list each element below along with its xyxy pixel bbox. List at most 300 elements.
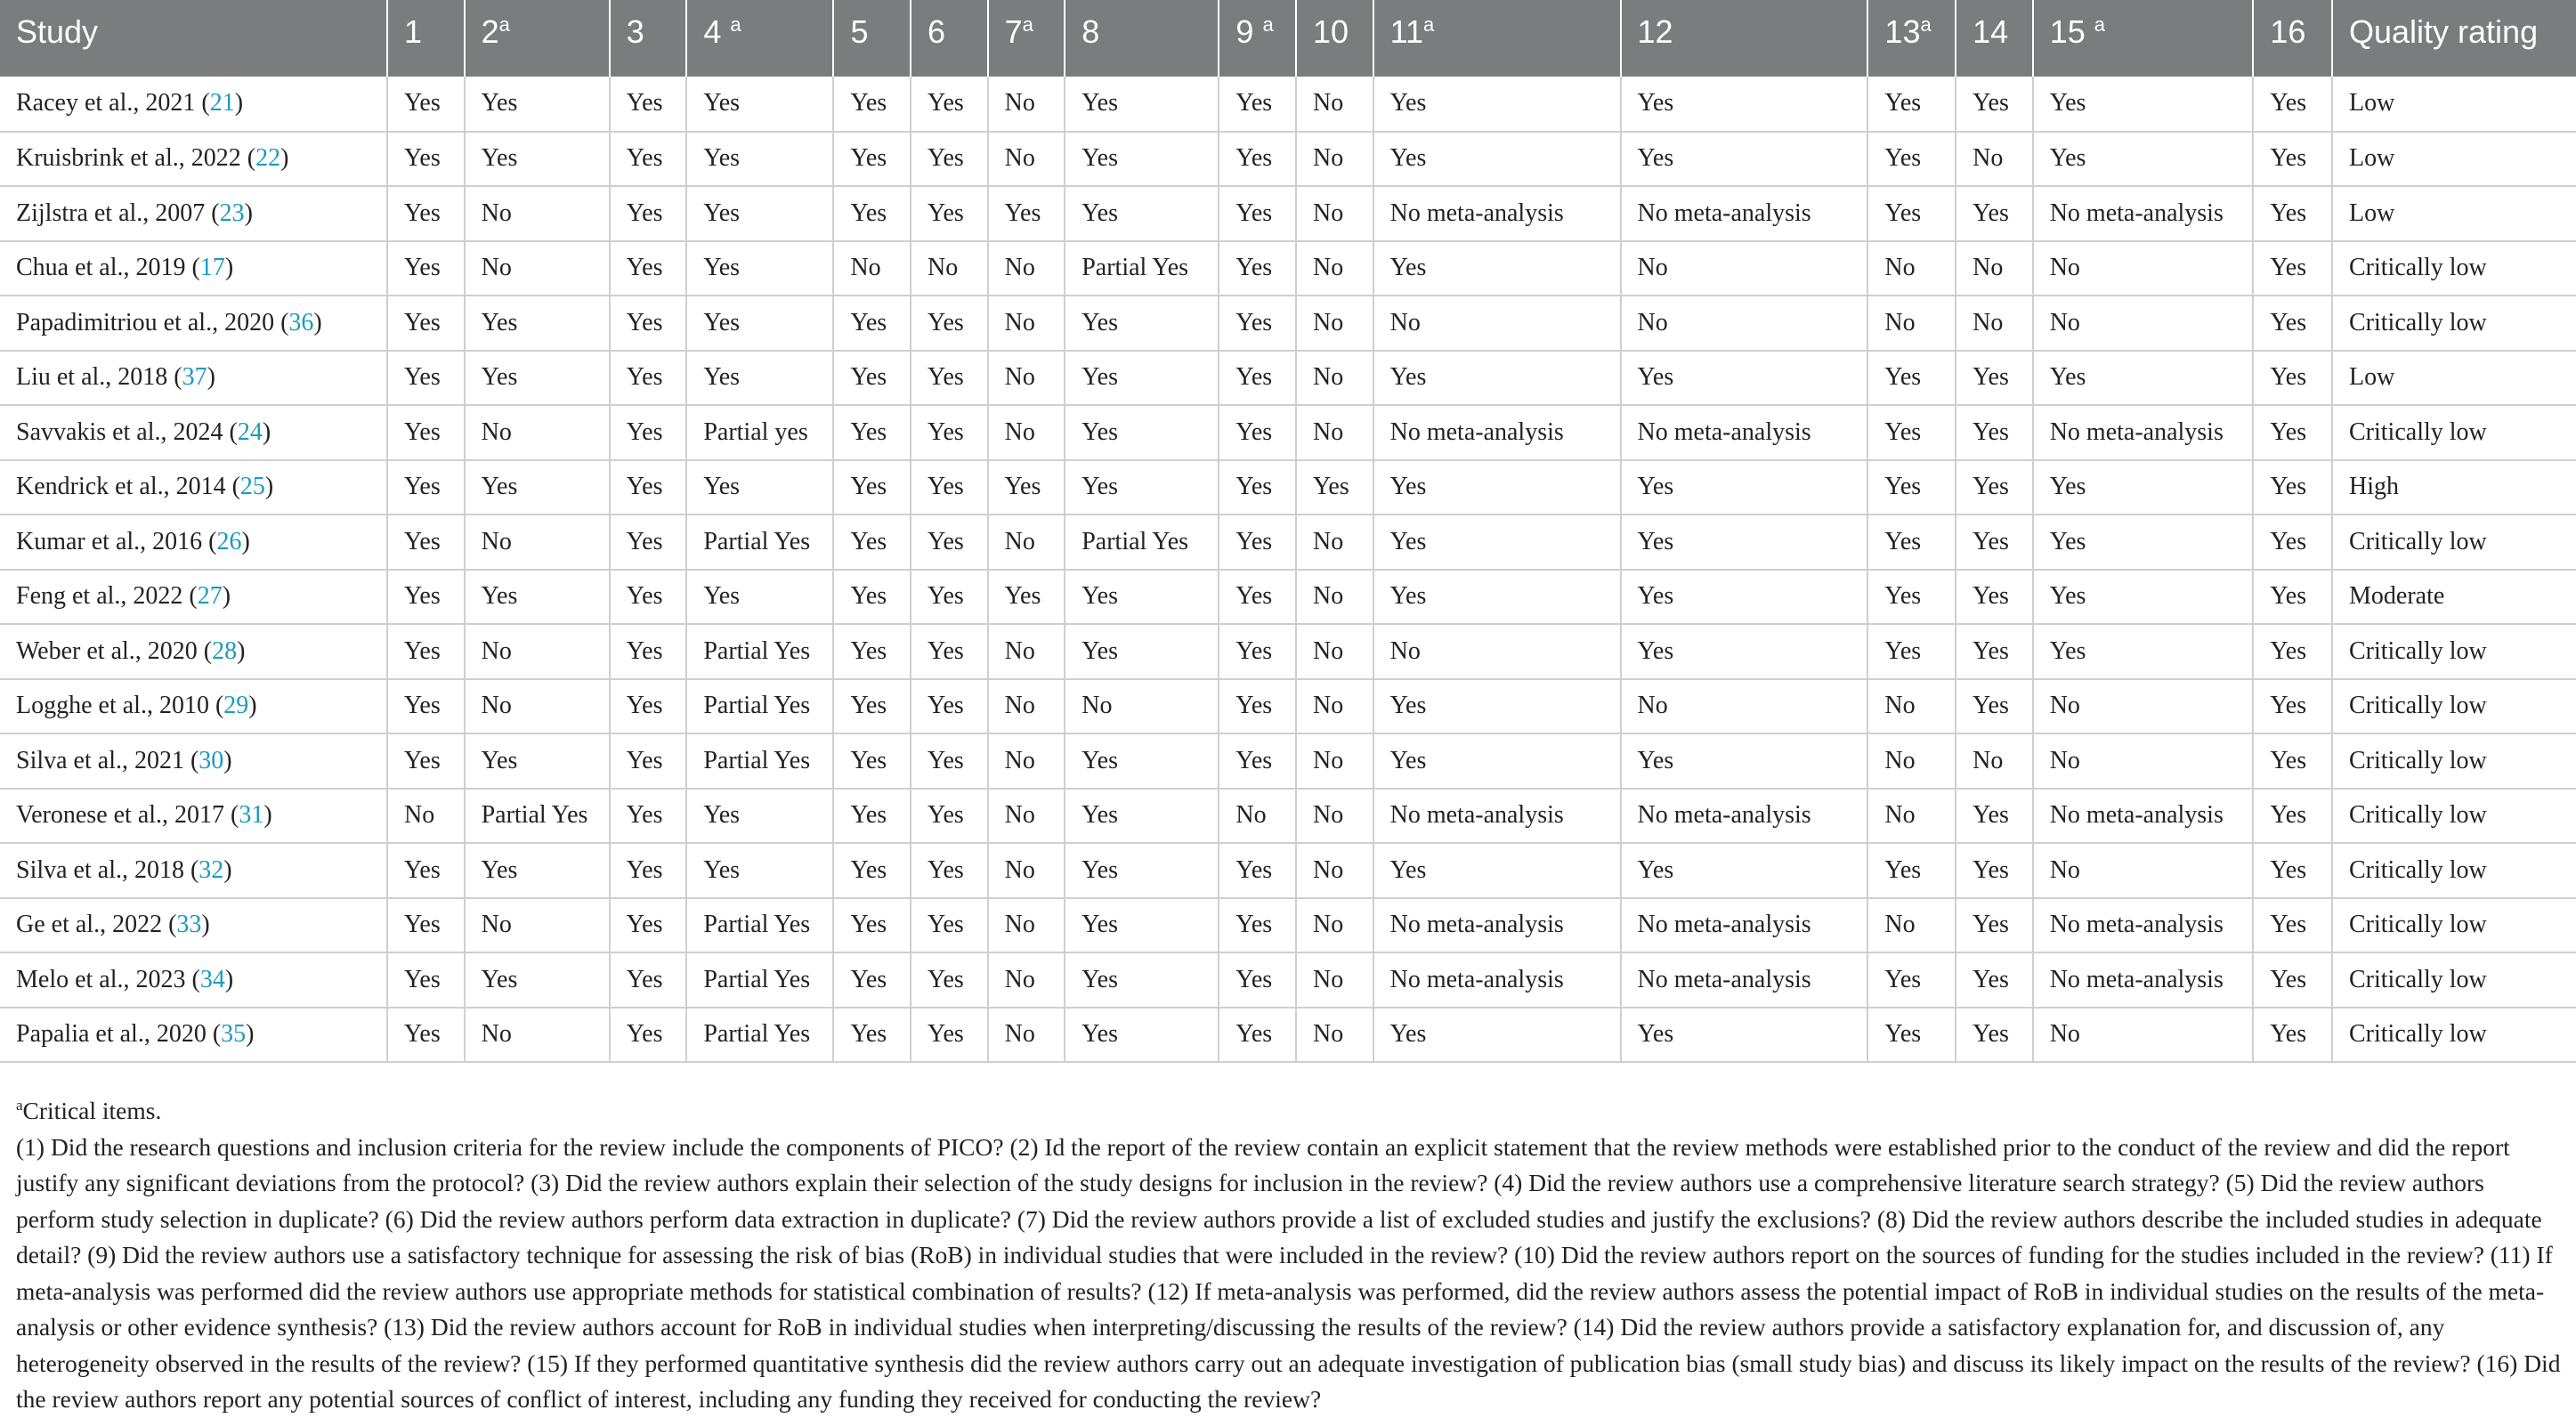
- item-16-cell: Yes: [2253, 1008, 2332, 1063]
- item-9-cell: Yes: [1219, 570, 1296, 625]
- study-cell: [0, 77, 387, 132]
- item-1-cell: No: [387, 789, 465, 844]
- closing-paren: ): [248, 692, 257, 720]
- item-4-cell: Yes: [686, 132, 833, 187]
- item-5-cell: Yes: [833, 843, 911, 898]
- reference-link[interactable]: 36: [288, 308, 314, 336]
- table-footnotes: [0, 1093, 2564, 1418]
- item-8-cell: Yes: [1065, 405, 1219, 460]
- item-2-cell: Yes: [465, 296, 610, 351]
- item-13-cell: Yes: [1867, 405, 1956, 460]
- item-12-cell: No: [1621, 296, 1868, 351]
- table-row: [0, 789, 2576, 844]
- item-4-cell: Yes: [686, 570, 833, 625]
- study-name: Zijlstra et al., 2007 (: [16, 199, 220, 227]
- column-header-16: [2253, 0, 2332, 77]
- item-5-cell: No: [833, 241, 911, 296]
- item-9-cell: Yes: [1219, 843, 1296, 898]
- item-15-cell: No: [2033, 679, 2254, 734]
- study-cell: [0, 570, 387, 625]
- item-11-cell: No: [1373, 296, 1621, 351]
- item-9-cell: Yes: [1219, 624, 1296, 679]
- item-9-cell: Yes: [1219, 405, 1296, 460]
- item-6-cell: Yes: [911, 460, 988, 515]
- column-header-label: 8: [1081, 13, 1100, 50]
- item-10-cell: No: [1296, 405, 1373, 460]
- item-1-cell: Yes: [387, 898, 465, 953]
- item-9-cell: Yes: [1219, 132, 1296, 187]
- item-7-cell: No: [988, 515, 1065, 570]
- column-header-14: [1956, 0, 2033, 77]
- item-5-cell: Yes: [833, 186, 911, 241]
- closing-paren: ): [246, 1020, 255, 1049]
- item-5-cell: Yes: [833, 952, 911, 1008]
- item-8-cell: Yes: [1065, 843, 1219, 898]
- column-header-2: [465, 0, 610, 77]
- item-6-cell: Yes: [911, 789, 988, 844]
- item-5-cell: Yes: [833, 789, 911, 844]
- reference-link[interactable]: 33: [176, 911, 202, 939]
- study-name: Silva et al., 2021 (: [16, 746, 199, 774]
- item-15-cell: No meta-analysis: [2033, 789, 2254, 844]
- item-4-cell: Yes: [686, 843, 833, 898]
- item-16-cell: Yes: [2253, 624, 2332, 679]
- item-2-cell: Yes: [465, 843, 610, 898]
- item-11-cell: Yes: [1373, 570, 1621, 625]
- item-1-cell: Yes: [387, 186, 465, 241]
- item-7-cell: No: [988, 1008, 1065, 1063]
- item-14-cell: Yes: [1956, 515, 2033, 570]
- reference-link[interactable]: 29: [223, 692, 249, 720]
- item-6-cell: Yes: [911, 624, 988, 679]
- item-4-cell: Yes: [686, 296, 833, 351]
- column-header-label: 3: [626, 13, 644, 50]
- reference-link[interactable]: 30: [198, 746, 224, 774]
- item-2-cell: No: [465, 624, 610, 679]
- item-12-cell: Yes: [1621, 1008, 1868, 1063]
- item-13-cell: No: [1867, 679, 1956, 734]
- reference-link[interactable]: 37: [182, 363, 207, 392]
- study-cell: [0, 405, 387, 460]
- item-16-cell: Yes: [2253, 77, 2332, 132]
- quality-rating-cell: Low: [2332, 351, 2576, 406]
- column-header-label: 2: [481, 13, 499, 50]
- closing-paren: ): [207, 363, 215, 392]
- reference-link[interactable]: 32: [198, 855, 224, 884]
- item-6-cell: Yes: [911, 733, 988, 789]
- item-3-cell: Yes: [610, 843, 687, 898]
- reference-link[interactable]: 23: [219, 199, 245, 227]
- column-header-label: 14: [1973, 13, 2009, 50]
- reference-link[interactable]: 35: [221, 1020, 247, 1049]
- closing-paren: ): [222, 582, 231, 611]
- item-14-cell: Yes: [1956, 186, 2033, 241]
- item-14-cell: Yes: [1956, 1008, 2033, 1063]
- item-6-cell: Yes: [911, 351, 988, 406]
- item-7-cell: No: [988, 296, 1065, 351]
- item-5-cell: Yes: [833, 515, 911, 570]
- table-row: [0, 405, 2576, 460]
- item-10-cell: No: [1296, 570, 1373, 625]
- reference-link[interactable]: 21: [209, 89, 235, 117]
- item-16-cell: Yes: [2253, 351, 2332, 406]
- table-row: [0, 624, 2576, 679]
- item-9-cell: Yes: [1219, 1008, 1296, 1063]
- quality-rating-cell: Critically low: [2332, 624, 2576, 679]
- column-header-0: [0, 0, 387, 77]
- item-14-cell: Yes: [1956, 898, 2033, 953]
- item-13-cell: No: [1867, 789, 1956, 844]
- item-11-cell: No: [1373, 624, 1621, 679]
- item-8-cell: Yes: [1065, 132, 1219, 187]
- study-cell: [0, 679, 387, 734]
- column-header-label: Quality rating: [2349, 13, 2539, 50]
- column-header-label: 6: [928, 13, 946, 50]
- table-row: [0, 460, 2576, 515]
- reference-link[interactable]: 24: [237, 417, 263, 446]
- item-1-cell: Yes: [387, 843, 465, 898]
- column-header-label: 1: [404, 13, 423, 50]
- item-10-cell: No: [1296, 186, 1373, 241]
- item-10-cell: No: [1296, 132, 1373, 187]
- item-7-cell: Yes: [988, 570, 1065, 625]
- item-9-cell: Yes: [1219, 898, 1296, 953]
- table-row: [0, 952, 2576, 1008]
- item-3-cell: Yes: [610, 679, 687, 734]
- item-2-cell: No: [465, 679, 610, 734]
- item-16-cell: Yes: [2253, 679, 2332, 734]
- column-header-8: [1065, 0, 1219, 77]
- item-13-cell: Yes: [1867, 843, 1956, 898]
- item-8-cell: Yes: [1065, 351, 1219, 406]
- item-3-cell: Yes: [610, 186, 687, 241]
- item-10-cell: No: [1296, 77, 1373, 132]
- study-name: Feng et al., 2022 (: [16, 582, 198, 611]
- item-15-cell: Yes: [2033, 515, 2254, 570]
- item-14-cell: No: [1956, 241, 2033, 296]
- item-11-cell: No meta-analysis: [1373, 898, 1621, 953]
- quality-rating-cell: Critically low: [2332, 733, 2576, 789]
- item-10-cell: No: [1296, 898, 1373, 953]
- item-12-cell: Yes: [1621, 132, 1868, 187]
- item-12-cell: Yes: [1621, 570, 1868, 625]
- item-13-cell: Yes: [1867, 460, 1956, 515]
- item-7-cell: Yes: [988, 460, 1065, 515]
- item-5-cell: Yes: [833, 898, 911, 953]
- item-11-cell: No meta-analysis: [1373, 789, 1621, 844]
- item-8-cell: Yes: [1065, 733, 1219, 789]
- item-14-cell: Yes: [1956, 351, 2033, 406]
- item-1-cell: Yes: [387, 77, 465, 132]
- item-5-cell: Yes: [833, 624, 911, 679]
- item-1-cell: Yes: [387, 733, 465, 789]
- item-8-cell: Yes: [1065, 952, 1219, 1008]
- item-6-cell: Yes: [911, 570, 988, 625]
- item-15-cell: Yes: [2033, 132, 2254, 187]
- item-1-cell: Yes: [387, 460, 465, 515]
- item-13-cell: Yes: [1867, 624, 1956, 679]
- item-1-cell: Yes: [387, 624, 465, 679]
- item-2-cell: Yes: [465, 952, 610, 1008]
- critical-marker: a: [1422, 13, 1435, 36]
- column-header-label: 9: [1235, 13, 1263, 50]
- item-4-cell: Partial Yes: [686, 679, 833, 734]
- item-11-cell: Yes: [1373, 77, 1621, 132]
- quality-rating-cell: Moderate: [2332, 570, 2576, 625]
- table-row: [0, 296, 2576, 351]
- item-6-cell: Yes: [911, 296, 988, 351]
- item-4-cell: Partial Yes: [686, 898, 833, 953]
- item-1-cell: Yes: [387, 515, 465, 570]
- item-7-cell: No: [988, 679, 1065, 734]
- reference-link[interactable]: 34: [199, 965, 225, 993]
- closing-paren: ): [244, 199, 253, 227]
- item-15-cell: Yes: [2033, 351, 2254, 406]
- item-8-cell: Yes: [1065, 460, 1219, 515]
- item-14-cell: Yes: [1956, 405, 2033, 460]
- item-13-cell: Yes: [1867, 515, 1956, 570]
- item-14-cell: Yes: [1956, 843, 2033, 898]
- item-10-cell: No: [1296, 679, 1373, 734]
- item-9-cell: Yes: [1219, 679, 1296, 734]
- item-14-cell: Yes: [1956, 570, 2033, 625]
- item-16-cell: Yes: [2253, 789, 2332, 844]
- item-13-cell: Yes: [1867, 132, 1956, 187]
- quality-rating-cell: Critically low: [2332, 679, 2576, 734]
- item-16-cell: Yes: [2253, 898, 2332, 953]
- item-13-cell: Yes: [1867, 77, 1956, 132]
- item-2-cell: Yes: [465, 733, 610, 789]
- item-16-cell: Yes: [2253, 296, 2332, 351]
- item-12-cell: Yes: [1621, 515, 1868, 570]
- item-7-cell: No: [988, 351, 1065, 406]
- study-name: Ge et al., 2022 (: [16, 911, 177, 939]
- item-15-cell: Yes: [2033, 77, 2254, 132]
- study-name: Papadimitriou et al., 2020 (: [16, 308, 289, 336]
- study-cell: [0, 789, 387, 844]
- table-row: [0, 515, 2576, 570]
- reference-link[interactable]: 31: [239, 801, 264, 830]
- column-header-6: [911, 0, 988, 77]
- item-12-cell: No: [1621, 679, 1868, 734]
- reference-link[interactable]: 25: [239, 473, 265, 501]
- item-8-cell: Yes: [1065, 898, 1219, 953]
- study-cell: [0, 952, 387, 1008]
- item-2-cell: Partial Yes: [465, 789, 610, 844]
- item-1-cell: Yes: [387, 405, 465, 460]
- column-header-label: 7: [1004, 13, 1023, 50]
- column-header-9: [1219, 0, 1296, 77]
- item-8-cell: Yes: [1065, 789, 1219, 844]
- item-7-cell: Yes: [988, 186, 1065, 241]
- item-5-cell: Yes: [833, 679, 911, 734]
- column-header-label: 5: [850, 13, 869, 50]
- quality-rating-cell: Low: [2332, 186, 2576, 241]
- item-1-cell: Yes: [387, 241, 465, 296]
- item-14-cell: No: [1956, 132, 2033, 187]
- item-6-cell: Yes: [911, 405, 988, 460]
- closing-paren: ): [241, 527, 250, 555]
- item-8-cell: Yes: [1065, 624, 1219, 679]
- item-6-cell: Yes: [911, 132, 988, 187]
- table-body: [0, 77, 2576, 1062]
- study-cell: [0, 624, 387, 679]
- item-15-cell: Yes: [2033, 570, 2254, 625]
- item-10-cell: No: [1296, 1008, 1373, 1063]
- study-cell: [0, 241, 387, 296]
- study-name: Chua et al., 2019 (: [16, 254, 200, 282]
- item-6-cell: Yes: [911, 515, 988, 570]
- column-header-label: 12: [1637, 13, 1673, 50]
- item-15-cell: No: [2033, 296, 2254, 351]
- item-4-cell: Partial yes: [686, 405, 833, 460]
- closing-paren: ): [223, 746, 232, 774]
- reference-link[interactable]: 28: [212, 636, 238, 665]
- item-12-cell: Yes: [1621, 843, 1868, 898]
- item-1-cell: Yes: [387, 1008, 465, 1063]
- item-5-cell: Yes: [833, 733, 911, 789]
- item-3-cell: Yes: [610, 351, 687, 406]
- item-5-cell: Yes: [833, 570, 911, 625]
- item-13-cell: No: [1867, 241, 1956, 296]
- table-row: [0, 679, 2576, 734]
- item-13-cell: No: [1867, 296, 1956, 351]
- item-9-cell: Yes: [1219, 186, 1296, 241]
- item-1-cell: Yes: [387, 952, 465, 1008]
- item-12-cell: No: [1621, 241, 1868, 296]
- item-4-cell: Partial Yes: [686, 952, 833, 1008]
- item-5-cell: Yes: [833, 405, 911, 460]
- item-15-cell: Yes: [2033, 624, 2254, 679]
- item-16-cell: Yes: [2253, 843, 2332, 898]
- item-13-cell: Yes: [1867, 351, 1956, 406]
- closing-paren: ): [234, 89, 244, 117]
- item-2-cell: Yes: [465, 570, 610, 625]
- item-8-cell: Yes: [1065, 186, 1219, 241]
- column-header-label: 15: [2049, 13, 2094, 50]
- item-10-cell: No: [1296, 733, 1373, 789]
- item-12-cell: No meta-analysis: [1621, 898, 1868, 953]
- item-6-cell: Yes: [911, 898, 988, 953]
- quality-rating-cell: Critically low: [2332, 241, 2576, 296]
- item-4-cell: Partial Yes: [686, 515, 833, 570]
- column-header-label: 10: [1313, 13, 1349, 50]
- item-14-cell: Yes: [1956, 952, 2033, 1008]
- item-2-cell: No: [465, 241, 610, 296]
- item-14-cell: No: [1956, 733, 2033, 789]
- item-6-cell: Yes: [911, 77, 988, 132]
- item-10-cell: No: [1296, 515, 1373, 570]
- critical-marker: a: [730, 13, 741, 36]
- closing-paren: ): [223, 855, 232, 884]
- study-name: Kumar et al., 2016 (: [16, 527, 217, 555]
- item-10-cell: No: [1296, 843, 1373, 898]
- quality-rating-cell: Critically low: [2332, 405, 2576, 460]
- item-5-cell: Yes: [833, 460, 911, 515]
- critical-items-text: Critical items.: [22, 1097, 162, 1124]
- quality-rating-cell: Critically low: [2332, 843, 2576, 898]
- item-16-cell: Yes: [2253, 515, 2332, 570]
- column-header-15: [2033, 0, 2254, 77]
- item-13-cell: Yes: [1867, 1008, 1956, 1063]
- item-14-cell: Yes: [1956, 789, 2033, 844]
- item-4-cell: Yes: [686, 351, 833, 406]
- item-5-cell: Yes: [833, 1008, 911, 1063]
- column-header-label: Study: [16, 13, 99, 50]
- table-row: [0, 77, 2576, 132]
- item-4-cell: Yes: [686, 241, 833, 296]
- reference-link[interactable]: 27: [197, 582, 223, 611]
- item-3-cell: Yes: [610, 77, 687, 132]
- item-7-cell: No: [988, 733, 1065, 789]
- study-name: Logghe et al., 2010 (: [16, 692, 224, 720]
- table-row: [0, 733, 2576, 789]
- item-11-cell: Yes: [1373, 132, 1621, 187]
- item-8-cell: Yes: [1065, 570, 1219, 625]
- item-11-cell: No meta-analysis: [1373, 405, 1621, 460]
- closing-paren: ): [224, 965, 234, 993]
- table-row: [0, 241, 2576, 296]
- table-row: [0, 898, 2576, 953]
- item-15-cell: No: [2033, 241, 2254, 296]
- reference-link[interactable]: 17: [199, 254, 225, 282]
- table-row: [0, 186, 2576, 241]
- table-row: [0, 351, 2576, 406]
- column-header-7: [988, 0, 1065, 77]
- item-1-cell: Yes: [387, 351, 465, 406]
- item-8-cell: No: [1065, 679, 1219, 734]
- item-6-cell: Yes: [911, 186, 988, 241]
- reference-link[interactable]: 26: [216, 527, 242, 555]
- item-12-cell: Yes: [1621, 460, 1868, 515]
- item-13-cell: No: [1867, 898, 1956, 953]
- item-8-cell: Partial Yes: [1065, 515, 1219, 570]
- study-cell: [0, 733, 387, 789]
- critical-marker: a: [1262, 13, 1274, 36]
- reference-link[interactable]: 22: [255, 144, 281, 173]
- item-2-cell: Yes: [465, 351, 610, 406]
- item-15-cell: No meta-analysis: [2033, 952, 2254, 1008]
- item-11-cell: Yes: [1373, 1008, 1621, 1063]
- item-2-cell: No: [465, 186, 610, 241]
- item-12-cell: No meta-analysis: [1621, 952, 1868, 1008]
- item-6-cell: Yes: [911, 843, 988, 898]
- column-header-1: [387, 0, 465, 77]
- item-7-cell: No: [988, 77, 1065, 132]
- item-1-cell: Yes: [387, 132, 465, 187]
- item-10-cell: No: [1296, 296, 1373, 351]
- item-7-cell: No: [988, 843, 1065, 898]
- study-name: Silva et al., 2018 (: [16, 855, 199, 884]
- item-7-cell: No: [988, 789, 1065, 844]
- critical-items-note: [16, 1093, 2564, 1130]
- item-11-cell: Yes: [1373, 460, 1621, 515]
- item-3-cell: Yes: [610, 405, 687, 460]
- item-8-cell: Yes: [1065, 77, 1219, 132]
- item-9-cell: Yes: [1219, 952, 1296, 1008]
- item-11-cell: Yes: [1373, 515, 1621, 570]
- item-9-cell: Yes: [1219, 460, 1296, 515]
- quality-rating-cell: Critically low: [2332, 515, 2576, 570]
- item-3-cell: Yes: [610, 733, 687, 789]
- closing-paren: ): [263, 801, 272, 830]
- critical-marker: a: [1022, 13, 1033, 36]
- item-4-cell: Partial Yes: [686, 733, 833, 789]
- item-3-cell: Yes: [610, 1008, 687, 1063]
- item-3-cell: Yes: [610, 570, 687, 625]
- quality-rating-cell: Critically low: [2332, 898, 2576, 953]
- item-16-cell: Yes: [2253, 405, 2332, 460]
